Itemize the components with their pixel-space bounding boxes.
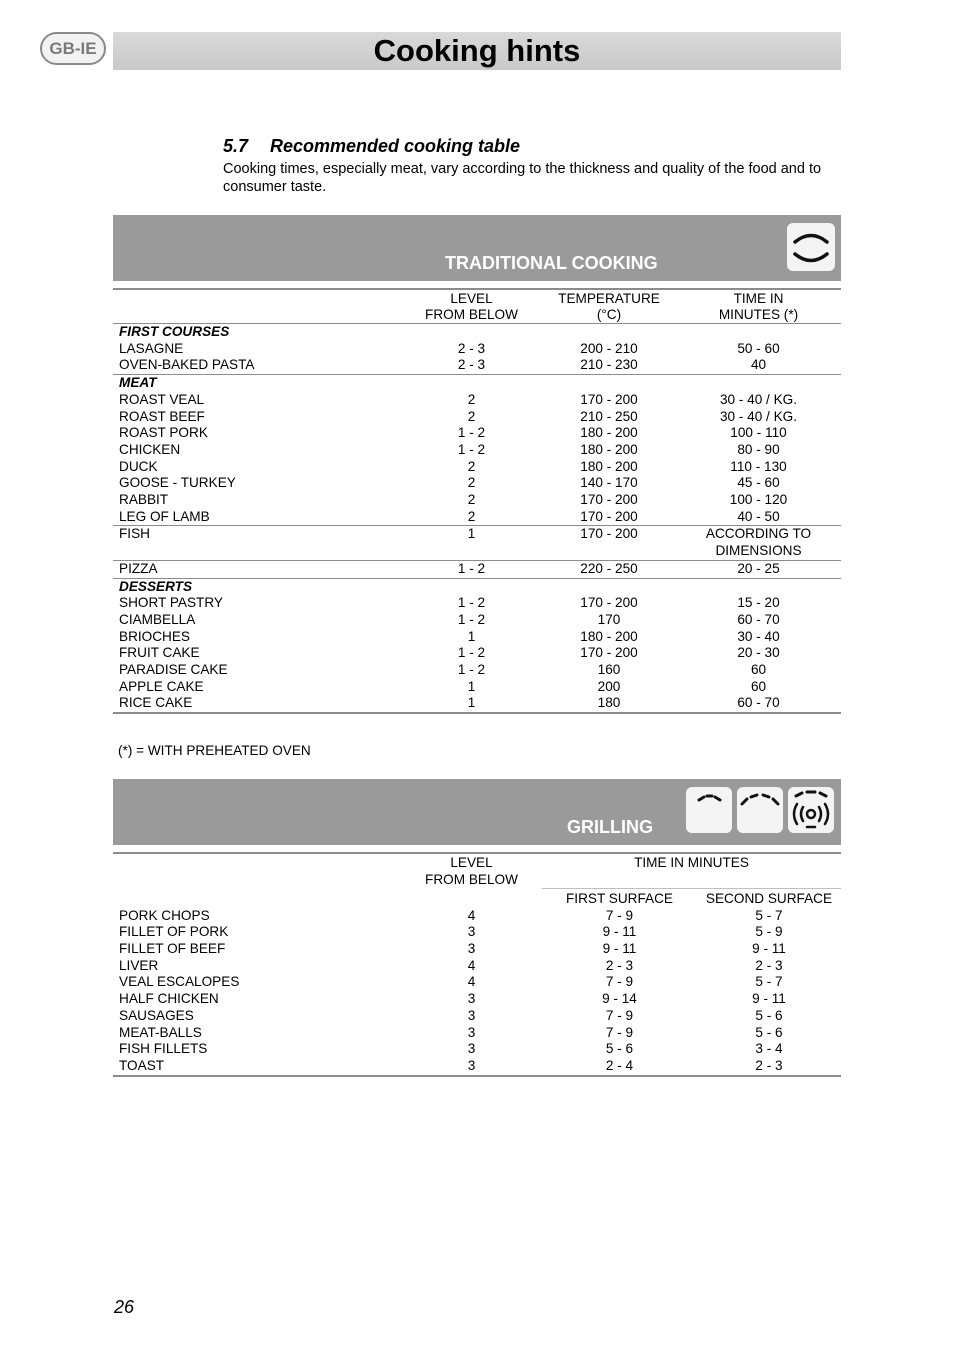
table-cell: LASAGNE — [119, 340, 184, 356]
table-cell — [676, 375, 841, 392]
table-header-row — [113, 872, 841, 889]
table-row — [113, 974, 841, 991]
table-row — [113, 509, 841, 526]
table-cell: RABBIT — [119, 492, 169, 508]
table-row — [113, 475, 841, 492]
table-cell: 220 - 250 — [542, 560, 676, 578]
header-cell: MINUTES (*) — [718, 307, 799, 322]
table-cell — [676, 324, 841, 341]
table-header-row — [113, 307, 841, 324]
table-cell: RICE CAKE — [113, 695, 401, 713]
table-cell: 20 - 25 — [676, 560, 841, 578]
table-cell: ROAST VEAL — [119, 391, 205, 407]
table-cell: 7 - 9 — [605, 1024, 634, 1040]
table-cell — [676, 578, 841, 595]
table-cell: 5 - 6 — [605, 1041, 634, 1057]
table-cell: PARADISE CAKE — [119, 662, 228, 678]
table-row — [113, 392, 841, 409]
table-cell: 3 — [467, 924, 476, 940]
table-row — [113, 459, 841, 476]
traditional-cooking-label: TRADITIONAL COOKING — [445, 253, 658, 273]
table-cell: 4 — [467, 907, 476, 923]
table-cell: 110 - 130 — [730, 458, 787, 474]
second-surface-header: SECOND SURFACE — [697, 888, 841, 907]
first-surface-header: FIRST SURFACE — [542, 888, 697, 907]
table-subheader-row — [113, 888, 841, 907]
table-cell: 3 — [467, 1007, 476, 1023]
table-row — [113, 560, 841, 578]
table-cell: 140 - 170 — [580, 475, 638, 491]
table-cell: 2 — [467, 408, 476, 424]
table-cell: 4 — [467, 974, 476, 990]
table-cell: 2 - 3 — [697, 1058, 841, 1076]
table-cell: 3 — [401, 1058, 542, 1076]
section-intro: Cooking times, especially meat, vary according to the thickness and quality of the food and to consumer taste. — [223, 161, 822, 195]
table-cell: 200 — [597, 678, 621, 694]
region-badge: GB-IE — [40, 32, 106, 65]
table-cell: 180 - 200 — [580, 441, 638, 457]
table-cell: 180 - 200 — [580, 425, 638, 441]
traditional-cooking-table — [113, 291, 841, 714]
table-cell: 1 — [467, 678, 476, 694]
section-heading — [223, 136, 843, 157]
table-cell: 60 - 70 — [676, 695, 841, 713]
table-row — [113, 595, 841, 612]
table-row — [113, 695, 841, 713]
table-cell: 40 - 50 — [737, 508, 780, 524]
table-cell: VEAL ESCALOPES — [119, 974, 240, 990]
table-cell: MEAT — [113, 375, 401, 392]
table-cell: 2 — [467, 391, 476, 407]
header-cell — [401, 888, 542, 907]
table-cell: 3 — [467, 1041, 476, 1057]
table-cell: 2 - 3 — [457, 357, 486, 373]
header-cell: LEVEL — [450, 855, 493, 870]
table-cell: 30 - 40 / KG. — [719, 391, 798, 407]
table-cell — [542, 543, 676, 560]
table-row — [113, 908, 841, 925]
traditional-cooking-icon — [787, 223, 835, 271]
table-cell: 3 - 4 — [755, 1041, 783, 1057]
grilling-top-rule — [113, 852, 841, 854]
table-cell: CIAMBELLA — [119, 611, 196, 627]
table-cell: 1 - 2 — [457, 662, 486, 678]
table-cell: CHICKEN — [119, 441, 181, 457]
table-cell: BRIOCHES — [119, 628, 191, 644]
table-cell: 60 — [750, 662, 767, 678]
table-cell: SAUSAGES — [119, 1007, 194, 1023]
table-cell: LEG OF LAMB — [119, 508, 210, 524]
table-cell: 2 - 3 — [605, 957, 634, 973]
table-cell: 7 - 9 — [605, 907, 634, 923]
traditional-top-rule — [113, 288, 841, 290]
table-cell: 100 - 120 — [729, 492, 788, 508]
table-cell: 5 - 6 — [755, 1024, 783, 1040]
table-cell: 9 - 11 — [752, 941, 786, 957]
table-cell: 7 - 9 — [605, 1007, 634, 1023]
table-cell: 2 — [467, 492, 476, 508]
table-cell: MEAT-BALLS — [119, 1024, 202, 1040]
table-cell: 1 - 2 — [457, 645, 486, 661]
table-row — [113, 526, 841, 543]
table-cell: FISH FILLETS — [119, 1041, 208, 1057]
table-cell: GOOSE - TURKEY — [119, 475, 236, 491]
table-cell — [542, 375, 676, 392]
table-cell: PORK CHOPS — [119, 907, 210, 923]
table-cell — [401, 578, 542, 595]
table-cell: 170 - 200 — [580, 391, 638, 407]
table-cell: TOAST — [113, 1058, 401, 1076]
table-cell: 5 - 7 — [755, 974, 783, 990]
table-cell: 1 - 2 — [457, 611, 486, 627]
table-cell: LIVER — [119, 957, 159, 973]
header-cell — [113, 291, 401, 307]
table-cell: 210 - 230 — [580, 357, 638, 373]
table-row — [113, 425, 841, 442]
table-header-row — [113, 291, 841, 307]
table-cell: 1 - 2 — [457, 425, 486, 441]
table-cell: FRUIT CAKE — [119, 645, 200, 661]
table-cell: 50 - 60 — [737, 340, 780, 356]
table-cell: 170 - 200 — [580, 595, 638, 611]
table-row — [113, 543, 841, 560]
header-cell: FROM BELOW — [425, 307, 518, 322]
table-cell — [542, 324, 676, 341]
page-title: Cooking hints — [373, 33, 581, 68]
table-cell: 4 — [467, 957, 476, 973]
table-cell: 100 - 110 — [730, 425, 787, 441]
table-row — [113, 1008, 841, 1025]
table-cell — [401, 324, 542, 341]
table-cell: 170 - 200 — [580, 492, 638, 508]
table-cell: 5 - 9 — [755, 924, 783, 940]
table-cell: 60 - 70 — [737, 611, 780, 627]
table-cell: DUCK — [119, 458, 158, 474]
title-bar — [113, 32, 841, 70]
header-cell — [113, 888, 401, 907]
table-row — [113, 924, 841, 941]
footnote: (*) = WITH PREHEATED OVEN — [118, 743, 311, 758]
table-cell: 9 - 11 — [602, 941, 637, 957]
table-cell: 210 - 250 — [580, 408, 638, 424]
table-row — [113, 662, 841, 679]
table-cell: 30 - 40 / KG. — [719, 408, 798, 424]
table-cell: 9 - 11 — [752, 991, 786, 1007]
table-cell: 2 — [467, 475, 476, 491]
table-cell: 160 — [597, 662, 621, 678]
table-row — [113, 1058, 841, 1076]
table-cell: 1 - 2 — [457, 595, 486, 611]
table-row — [113, 679, 841, 696]
table-cell: 180 — [542, 695, 676, 713]
table-cell — [542, 578, 676, 595]
header-cell — [113, 872, 401, 889]
page-number: 26 — [114, 1297, 135, 1317]
table-cell: 200 - 210 — [580, 340, 638, 356]
header-cell: TIME IN — [733, 291, 784, 306]
header-cell: TEMPERATURE — [558, 291, 660, 306]
traditional-cooking-band — [113, 215, 841, 281]
table-cell: 3 — [467, 941, 476, 957]
table-row — [113, 1041, 841, 1058]
table-cell: 1 — [401, 526, 542, 543]
table-cell — [401, 375, 542, 392]
table-cell: OVEN-BAKED PASTA — [119, 357, 255, 373]
table-cell: 45 - 60 — [737, 475, 780, 491]
header-cell — [113, 855, 401, 872]
table-cell: DESSERTS — [113, 578, 401, 595]
grilling-band — [113, 779, 841, 845]
table-row — [113, 492, 841, 509]
grilling-table — [113, 855, 841, 1077]
table-cell: 1 — [401, 695, 542, 713]
section-number: 5.7 — [223, 136, 249, 156]
table-cell — [401, 543, 542, 560]
table-cell: 1 - 2 — [457, 441, 486, 457]
table-cell: 30 - 40 — [737, 628, 780, 644]
table-cell: 2 - 3 — [755, 957, 783, 973]
table-cell: 1 — [467, 628, 476, 644]
table-cell: 5 - 6 — [755, 1007, 783, 1023]
table-cell: 170 - 200 — [580, 645, 638, 661]
table-cell: APPLE CAKE — [119, 678, 204, 694]
table-cell: FIRST COURSES — [113, 324, 401, 341]
group-header-row — [113, 578, 841, 595]
table-cell: DIMENSIONS — [715, 543, 802, 559]
table-cell: HALF CHICKEN — [119, 991, 219, 1007]
header-cell — [542, 872, 697, 889]
table-cell: 15 - 20 — [737, 595, 780, 611]
table-row — [113, 442, 841, 459]
grill-large-icon — [737, 787, 783, 833]
grilling-label: GRILLING — [567, 817, 653, 837]
table-cell: 7 - 9 — [605, 974, 634, 990]
table-cell: 1 - 2 — [401, 560, 542, 578]
table-row — [113, 958, 841, 975]
table-cell: 20 - 30 — [737, 645, 780, 661]
header-cell — [113, 307, 401, 324]
table-cell: 5 - 7 — [755, 907, 783, 923]
table-cell: 3 — [467, 991, 476, 1007]
table-cell: 180 - 200 — [580, 458, 638, 474]
table-cell: ACCORDING TO — [676, 526, 841, 543]
header-cell: LEVEL — [450, 291, 493, 306]
table-cell: 3 — [467, 1024, 476, 1040]
table-cell: FILLET OF BEEF — [119, 941, 226, 957]
table-cell: FILLET OF PORK — [119, 924, 229, 940]
table-cell: 2 — [467, 458, 476, 474]
grill-small-icon — [686, 787, 732, 833]
table-cell: 9 - 11 — [602, 924, 637, 940]
table-row — [113, 941, 841, 958]
header-cell: (°C) — [596, 307, 622, 322]
fan-grill-icon — [788, 787, 834, 833]
table-cell: 9 - 14 — [602, 991, 637, 1007]
table-cell: ROAST BEEF — [119, 408, 205, 424]
table-cell: SHORT PASTRY — [119, 595, 223, 611]
group-header-row — [113, 324, 841, 341]
header-cell — [697, 872, 841, 889]
table-cell: 170 - 200 — [542, 526, 676, 543]
table-row — [113, 1025, 841, 1042]
group-header-row — [113, 375, 841, 392]
table-cell: 2 - 3 — [457, 340, 486, 356]
table-cell: ROAST PORK — [119, 425, 208, 441]
table-header-row — [113, 855, 841, 872]
table-cell: 2 — [467, 508, 476, 524]
table-cell: 180 - 200 — [580, 628, 638, 644]
table-cell: 40 — [750, 357, 767, 373]
table-row — [113, 991, 841, 1008]
table-cell: FISH — [113, 526, 401, 543]
table-row — [113, 629, 841, 646]
table-row — [113, 612, 841, 629]
table-cell: 170 - 200 — [580, 508, 638, 524]
table-cell: 80 - 90 — [737, 441, 780, 457]
table-cell: 60 — [750, 678, 767, 694]
table-cell: PIZZA — [113, 560, 401, 578]
table-cell: 2 - 4 — [542, 1058, 697, 1076]
table-cell — [113, 543, 401, 560]
time-in-minutes-header: TIME IN MINUTES — [634, 855, 749, 870]
table-row — [113, 357, 841, 374]
table-row — [113, 409, 841, 426]
table-cell: 170 — [597, 611, 621, 627]
section-title: Recommended cooking table — [270, 136, 521, 156]
table-row — [113, 645, 841, 662]
header-cell: FROM BELOW — [425, 871, 518, 887]
table-row — [113, 341, 841, 358]
